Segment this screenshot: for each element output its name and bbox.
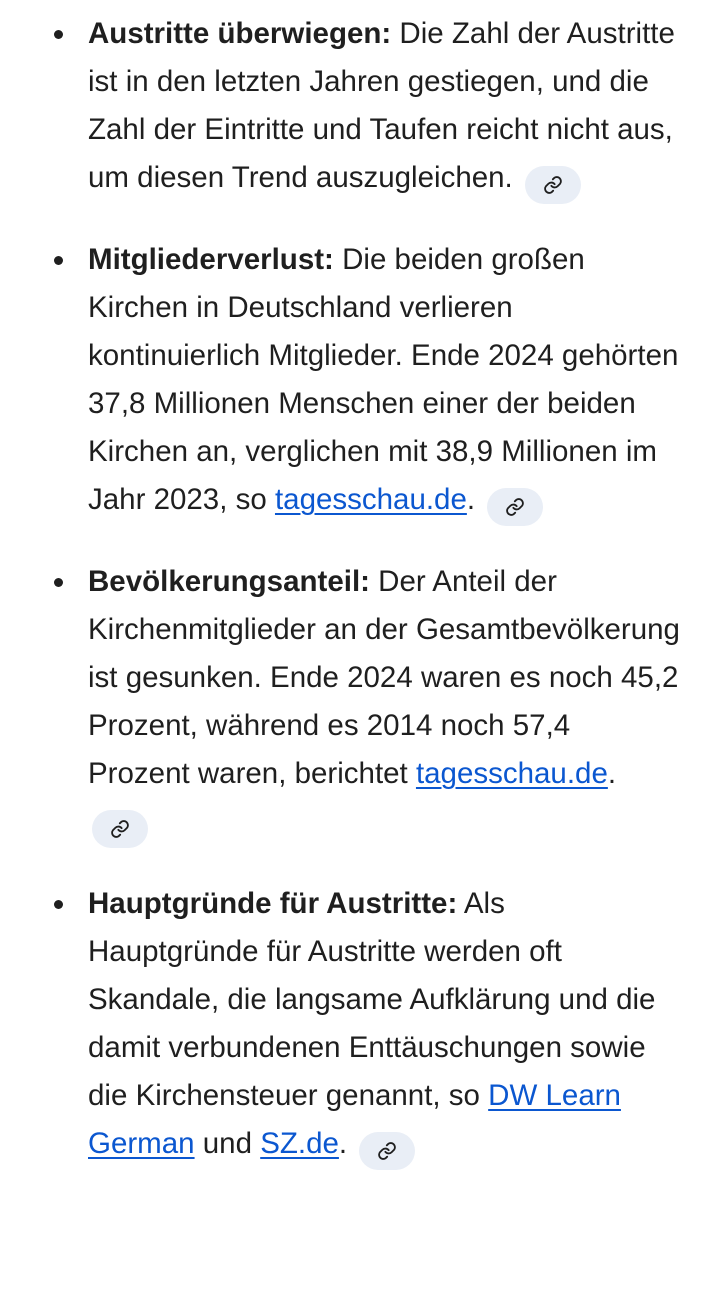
link-icon [377, 1141, 397, 1161]
citation-chip[interactable] [487, 488, 543, 526]
list-item-hauptgruende [0, 880, 710, 1170]
citation-chip[interactable] [92, 810, 148, 848]
item-text-end: . [466, 483, 484, 516]
item-text: Als Hauptgründe für Austritte werden oft Skandale, die langsame Aufklärung und die damit verbundenen Enttäuschungen sowie die Kirchensteuer genannt, so [88, 887, 656, 1112]
source-link-tagesschau[interactable]: tagesschau.de [274, 483, 467, 516]
item-heading: Mitgliederverlust: [88, 243, 334, 276]
item-text-middle: und [194, 1127, 261, 1160]
source-link-sz[interactable]: SZ.de [260, 1127, 339, 1160]
bullet-point [54, 30, 63, 39]
link-icon [110, 819, 130, 839]
item-text: Der Anteil der Kirchenmitglieder an der Gesamtbevölkerung ist gesunken. Ende 2024 waren es noch 45,2 Prozent, während es 2014 noch 57,4 Prozent waren, berichtet [88, 565, 680, 790]
list-item-austritte [0, 10, 710, 204]
bullet-point [54, 578, 63, 587]
item-text: Die beiden großen Kirchen in Deutschland verlieren kontinuierlich Mitglieder. Ende 2024 gehörten 37,8 Millionen Menschen einer der beiden Kirchen an, verglichen mit 38,9 Millionen im Jahr 2023, so [88, 243, 679, 516]
list-item-bevoelkerungsanteil [0, 558, 710, 848]
citation-chip[interactable] [525, 166, 581, 204]
item-heading: Austritte überwiegen: [88, 17, 392, 50]
item-text-end: . [607, 757, 617, 790]
source-link-dw-learn-german[interactable]: DW Learn German [88, 1079, 621, 1160]
bullet-point [54, 256, 63, 265]
citation-chip[interactable] [359, 1132, 415, 1170]
item-heading: Bevölkerungsanteil: [88, 565, 370, 598]
item-text-end: . [338, 1127, 356, 1160]
link-icon [543, 175, 563, 195]
answer-bullet-list [0, 10, 710, 1202]
item-heading: Hauptgründe für Austritte: [88, 887, 458, 920]
item-text: Die Zahl der Austritte ist in den letzten Jahren gestiegen, und die Zahl der Eintritte und Taufen reicht nicht aus, um diesen Trend auszugleichen. [88, 17, 675, 194]
list-item-mitgliederverlust [0, 236, 710, 526]
bullet-point [54, 900, 63, 909]
source-link-tagesschau[interactable]: tagesschau.de [415, 757, 608, 790]
link-icon [505, 497, 525, 517]
